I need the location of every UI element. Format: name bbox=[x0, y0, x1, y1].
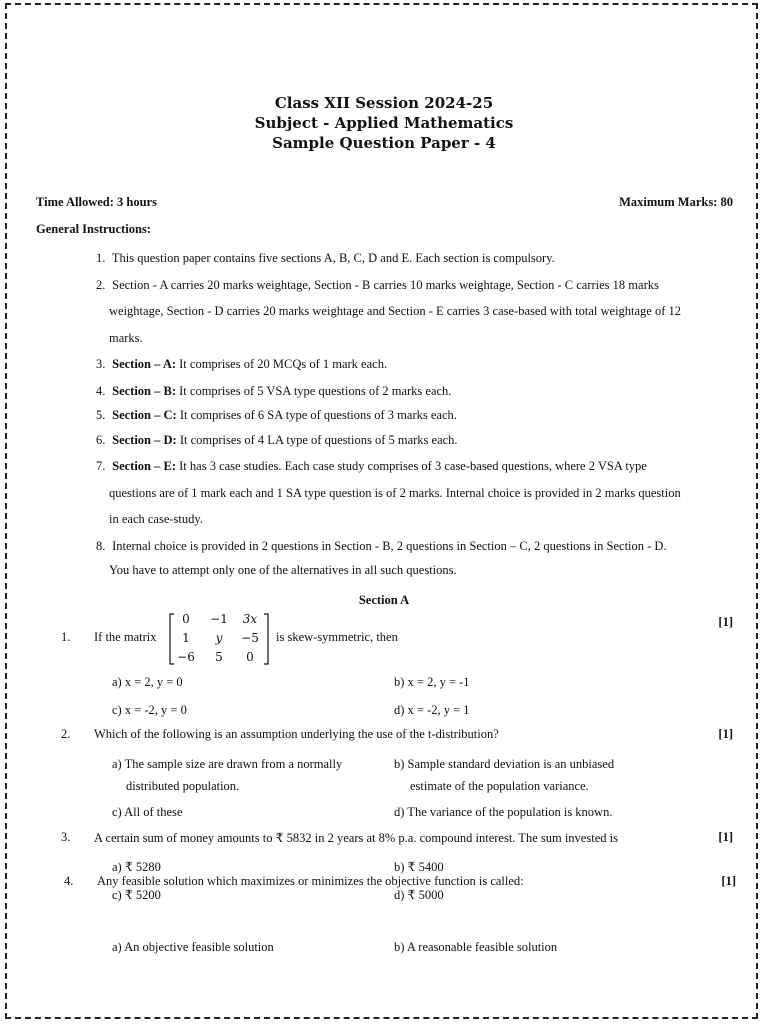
question-number: 2. bbox=[61, 727, 71, 741]
option-b: b) ₹ 5400 bbox=[394, 860, 444, 874]
general-instructions-heading: General Instructions: bbox=[36, 222, 151, 236]
question-number: 1. bbox=[61, 630, 71, 644]
question-marks: [1] bbox=[718, 615, 733, 629]
question-number: 3. bbox=[61, 830, 71, 844]
option-a: a) An objective feasible solution bbox=[112, 940, 274, 954]
matrix-cell: 5 bbox=[215, 650, 223, 664]
option-a: a) ₹ 5280 bbox=[112, 860, 161, 874]
option-b: b) x = 2, y = -1 bbox=[394, 675, 470, 689]
instruction-item: 2. Section - A carries 20 marks weightage, Section - B carries 10 marks weightage, Section - C carries 18 marks weightage, Section - D carries 20 marks weightage and Section - E carries 3 case-based with total weightage of 12 marks. bbox=[96, 277, 682, 345]
instruction-item: 7. Section – E: It has 3 case studies. Each case study comprises of 3 case-based questions, where 2 VSA type questions are of 1 mark each and 1 SA type question is of 2 marks. Internal choice is provided in 2 marks question in each case-study. bbox=[96, 459, 681, 526]
instruction-item: 8. Internal choice is provided in 2 questions in Section - B, 2 questions in Section – C, 2 questions in Section - D. You have to attempt only one of the alternatives in all such questions. bbox=[96, 538, 667, 577]
instructions-list bbox=[96, 245, 736, 584]
option-d: d) x = -2, y = 1 bbox=[394, 703, 470, 717]
section-a-heading: Section A bbox=[358, 593, 410, 607]
class-session-title: Class XII Session 2024-25 bbox=[274, 94, 494, 112]
question-text: Which of the following is an assumption underlying the use of the t-distribution? bbox=[94, 727, 499, 741]
time-allowed: Time Allowed: 3 hours bbox=[36, 195, 157, 209]
option-c: c) x = -2, y = 0 bbox=[112, 703, 187, 717]
matrix-cell: 0 bbox=[182, 612, 190, 626]
instruction-item: 4. Section – B: It comprises of 5 VSA type questions of 2 marks each. bbox=[96, 383, 452, 398]
question-marks: [1] bbox=[721, 874, 736, 888]
instruction-item: 1. This question paper contains five sections A, B, C, D and E. Each section is compulsory. bbox=[96, 251, 555, 265]
instruction-item: 6. Section – D: It comprises of 4 LA type of questions of 5 marks each. bbox=[96, 432, 458, 447]
option-c: c) All of these bbox=[112, 805, 183, 819]
option-b: b) Sample standard deviation is an unbiased bbox=[394, 757, 615, 771]
instruction-item: 5. Section – C: It comprises of 6 SA type of questions of 3 marks each. bbox=[96, 408, 457, 422]
matrix-cell: −1 bbox=[210, 612, 228, 626]
option-a: a) x = 2, y = 0 bbox=[112, 675, 183, 689]
question-text-continued: is skew-symmetric, then bbox=[276, 630, 398, 644]
matrix-cell: −5 bbox=[241, 631, 259, 645]
question-text: Any feasible solution which maximizes or minimizes the objective function is called: bbox=[97, 874, 524, 888]
matrix bbox=[168, 612, 270, 666]
matrix-cell: −6 bbox=[177, 650, 195, 664]
question-number: 4. bbox=[64, 874, 74, 888]
option-a-continued: distributed population. bbox=[126, 779, 240, 793]
option-d: d) ₹ 5000 bbox=[394, 888, 444, 902]
question-text: A certain sum of money amounts to ₹ 5832 in 2 years at 8% p.a. compound interest. The sum invested is bbox=[94, 831, 618, 845]
option-b-continued: estimate of the population variance. bbox=[410, 779, 589, 793]
matrix-cell: 3x bbox=[242, 612, 258, 626]
maximum-marks: Maximum Marks: 80 bbox=[619, 195, 733, 209]
option-a: a) The sample size are drawn from a normally bbox=[112, 757, 343, 771]
option-c: c) ₹ 5200 bbox=[112, 888, 161, 902]
question-text: If the matrix bbox=[94, 630, 157, 644]
matrix-cell: 0 bbox=[246, 650, 254, 664]
option-b: b) A reasonable feasible solution bbox=[394, 940, 558, 954]
option-d: d) The variance of the population is known. bbox=[394, 805, 613, 819]
question-marks: [1] bbox=[718, 830, 733, 844]
instruction-item: 3. Section – A: It comprises of 20 MCQs of 1 mark each. bbox=[96, 357, 388, 371]
matrix-cell: y bbox=[215, 631, 223, 645]
question-marks: [1] bbox=[718, 727, 733, 741]
matrix-cell: 1 bbox=[182, 631, 190, 645]
subject-title: Subject - Applied Mathematics bbox=[254, 114, 514, 132]
paper-title: Sample Question Paper - 4 bbox=[272, 134, 496, 152]
